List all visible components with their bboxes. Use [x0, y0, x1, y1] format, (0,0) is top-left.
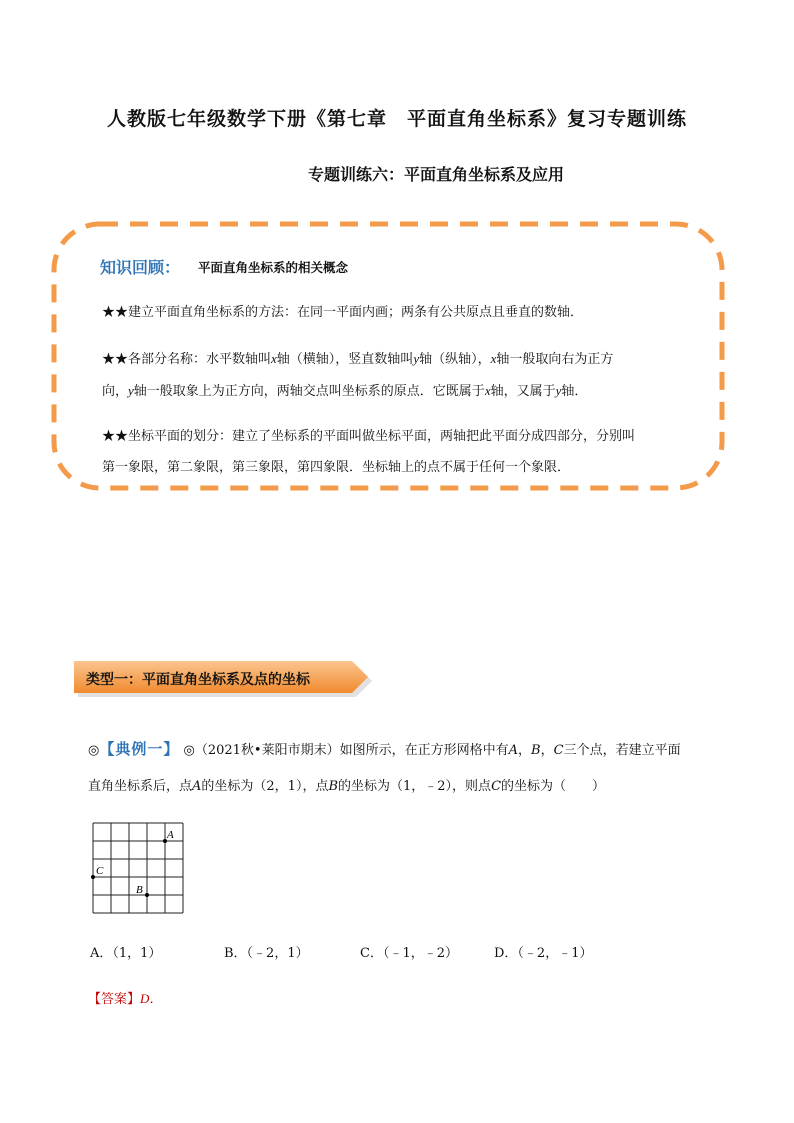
concept-text: 轴一般取向右为正方 [496, 352, 614, 367]
answer-options [90, 942, 592, 961]
square-grid-figure [90, 822, 190, 918]
concept-text: 第一象限，第二象限，第三象限，第四象限．坐标轴上的点不属于任何一个象限． [102, 460, 571, 475]
example-tag: 【典例一】 [99, 740, 180, 758]
concept-text: ★★坐标平面的划分：建立了坐标系的平面叫做坐标平面，两轴把此平面分成四部分，分别叫 [102, 429, 636, 444]
bullet-icon: ◎ [88, 743, 100, 758]
question-text: 三个点，若建立平面 [563, 743, 681, 758]
point-b-marker [145, 893, 149, 897]
point-b-label: B [136, 884, 143, 896]
variable-x: x [490, 351, 497, 366]
concept-paragraph-3 [102, 421, 702, 483]
concept-text: 轴（横轴），竖直数轴叫 [276, 352, 414, 367]
option-a: A．（1，1） [90, 946, 162, 961]
variable-y: y [413, 351, 420, 366]
concept-text: 轴一般取象上为正方向，两轴交点叫坐标系的原点．它既属于 [133, 384, 485, 399]
question-text: 的坐标为（ ） [501, 779, 606, 794]
concept-paragraph-2 [102, 343, 702, 407]
example-question-line-1 [88, 739, 738, 761]
concept-text: ★★建立平面直角坐标系的方法：在同一平面内画；两条有公共原点且垂直的数轴． [102, 305, 584, 320]
concept-text: ★★各部分名称：水平数轴叫 [102, 352, 272, 367]
variable-x: x [271, 351, 277, 366]
point-label: C [491, 779, 502, 794]
example-question-line-2 [88, 777, 738, 797]
question-text: 的坐标为（1，﹣2），则点 [338, 779, 492, 794]
question-text: ， [540, 743, 554, 758]
answer-tag: 【答案】 [88, 992, 141, 1007]
point-label: A [508, 743, 519, 758]
option-c: C．（﹣1，﹣2） [360, 946, 458, 961]
concept-text: 轴． [561, 384, 588, 399]
document-subtitle: 专题训练六：平面直角坐标系及应用 [307, 165, 564, 184]
concept-text: 向， [102, 384, 129, 399]
point-label: B [531, 743, 541, 758]
point-label: A [192, 779, 202, 794]
point-a-label: A [167, 829, 174, 841]
answer-line [88, 988, 162, 1007]
concept-text: 轴，又属于 [490, 384, 556, 399]
point-label: B [328, 779, 339, 794]
variable-x: x [484, 383, 491, 398]
section-title: 类型一：平面直角坐标系及点的坐标 [86, 672, 310, 688]
question-source: （2021秋•莱阳市期末） [194, 743, 340, 758]
option-d: D．（﹣2，﹣1） [494, 946, 593, 961]
point-c-label: C [96, 865, 104, 877]
question-text: 直角坐标系后，点 [88, 779, 193, 794]
knowledge-review-label: 知识回顾： [100, 258, 181, 277]
point-label: C [553, 743, 564, 758]
bullet-icon: ◎ [183, 743, 195, 758]
point-c-marker [91, 875, 95, 879]
question-text: 如图所示，在正方形网格中有 [339, 743, 509, 758]
question-text: 的坐标为（2，1），点 [201, 779, 329, 794]
question-text: ， [518, 743, 532, 758]
answer-value: D． [140, 991, 163, 1006]
document-title: 人教版七年级数学下册《第七章 平面直角坐标系》复习专题训练 [106, 108, 687, 130]
variable-y: y [555, 383, 562, 398]
knowledge-review-topic: 平面直角坐标系的相关概念 [198, 260, 349, 275]
option-b: B．（﹣2，1） [224, 946, 309, 961]
concept-text: 轴（纵轴）， [419, 352, 491, 367]
variable-y: y [128, 383, 134, 398]
concept-paragraph-1 [102, 297, 702, 328]
